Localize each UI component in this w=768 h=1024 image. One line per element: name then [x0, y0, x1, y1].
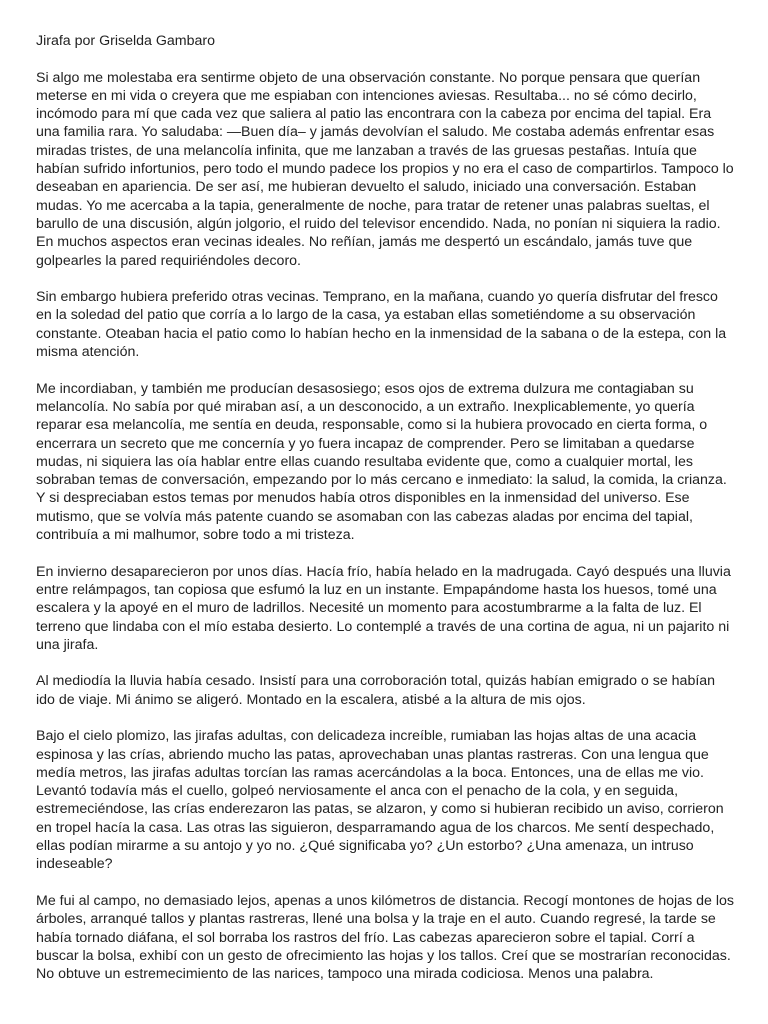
paragraph-7: Me fui al campo, no demasiado lejos, apenas a unos kilómetros de distancia. Recogí montones de hojas de los árboles, arranqué tallos y plantas rastreras, llené una bolsa y la traje en el auto. Cuando regresé, la tarde se había tornado diáfana, el sol borraba los rastros del frío. Las cabezas aparecieron sobre el tapial. Corrí a buscar la bolsa, exhibí con un gesto de ofrecimiento las hojas y los tallos. Creí que se mostrarían reconocidas. No obtuve un estremecimiento de las narices, tampoco una mirada codiciosa. Menos una palabra. — [36, 892, 734, 983]
paragraph-4: En invierno desaparecieron por unos días. Hacía frío, había helado en la madrugada. Cayó después una lluvia entre relámpagos, tan copiosa que esfumó la luz en un instante. Empapándome hasta los huesos, tomé una escalera y la apoyé en el muro de ladrillos. Necesité un momento para acostumbrarme a la falta de luz. El terreno que lindaba con el mío estaba desierto. Lo contemplé a través de una cortina de agua, ni un pajarito ni una jirafa. — [36, 563, 731, 653]
paragraph-2: Sin embargo hubiera preferido otras vecinas. Temprano, en la mañana, cuando yo quería disfrutar del fresco en la soledad del patio que corría a lo largo de la casa, ya estaban ellas sometiéndome a su observación constante. Oteaban hacia el patio como lo habían hecho en la inmensidad de la sabana o de la estepa, con la misma atención. — [36, 289, 727, 361]
document-page — [36, 32, 736, 1002]
paragraph-3: Me incordiaban, y también me producían desasosiego; esos ojos de extrema dulzura me contagiaban su melancolía. No sabía por qué miraban así, a un desconocido, a un extraño. Inexplicablemente, yo quería reparar esa melancolía, me sentía en deuda, responsable, como si la hubiera provocado en cierta forma, o encerrara un secreto que me concernía y yo fuera incapaz de comprender. Pero se limitaban a quedarse mudas, ni siquiera las oía hablar entre ellas cuando resultaba evidente que, como a cualquier mortal, les sobraban temas de conversación, empezando por lo más cercano e inmediato: la salud, la comida, la crianza. Y si despreciaban estos temas por menudos había otros disponibles en la inmensidad del universo. Ese mutismo, que se volvía más patente cuando se asomaban con las cabezas aladas por encima del tapial, contribuía a mi malhumor, sobre todo a mi tristeza. — [36, 380, 727, 544]
paragraph-1: Si algo me molestaba era sentirme objeto de una observación constante. No porque pensara que querían meterse en mi vida o creyera que me espiaban con intenciones aviesas. Resultaba... no sé cómo decirlo, incómodo para mí que cada vez que saliera al patio las encontrara con la cabeza por encima del tapial. Era una familia rara. Yo saludaba: —Buen día– y jamás devolvían el saludo. Me costaba además enfrentar esas miradas tristes, de una melancolía infinita, que me lanzaban a través de las gruesas pestañas. Intuía que habían sufrido infortunios, pero todo el mundo padece los propios y no era el caso de compartirlos. Tampoco lo deseaban en apariencia. De ser así, me hubieran devuelto el saludo, iniciado una conversación. Estaban mudas. Yo me acercaba a la tapia, generalmente de noche, para tratar de retener unas palabras sueltas, el barullo de una discusión, algún jolgorio, el ruido del televisor encendido. Nada, no ponían ni siquiera la radio. En muchos aspectos eran vecinas ideales. No reñían, jamás me despertó un escándalo, jamás tuve que golpearles la pared requiriéndoles decoro. — [36, 69, 734, 269]
paragraph-6: Bajo el cielo plomizo, las jirafas adultas, con delicadeza increíble, rumiaban las hojas altas de una acacia espinosa y las crías, abriendo mucho las patas, aprovechaban unas plantas rastreras. Con una lengua que medía metros, las jirafas adultas torcían las ramas acercándolas a la boca. Entonces, una de ellas me vio. Levantó todavía más el cuello, golpeó nerviosamente el anca con el penacho de la cola, y en seguida, estremeciéndose, las crías enderezaron las patas, se alzaron, y como si hubieran recibido un aviso, corrieron en tropel hacía la casa. Las otras las siguieron, desparramando agua de los charcos. Me sentí despechado, ellas podían mirarme a su antojo y yo no. ¿Qué significaba yo? ¿Un estorbo? ¿Una amenaza, un intruso indeseable? — [36, 728, 724, 873]
document-title: Jirafa por Griselda Gambaro — [36, 33, 215, 49]
paragraph-5: Al mediodía la lluvia había cesado. Insistí para una corroboración total, quizás habían emigrado o se habían ido de viaje. Mi ánimo se aligeró. Montado en la escalera, atisbé a la altura de mis ojos. — [36, 673, 716, 708]
